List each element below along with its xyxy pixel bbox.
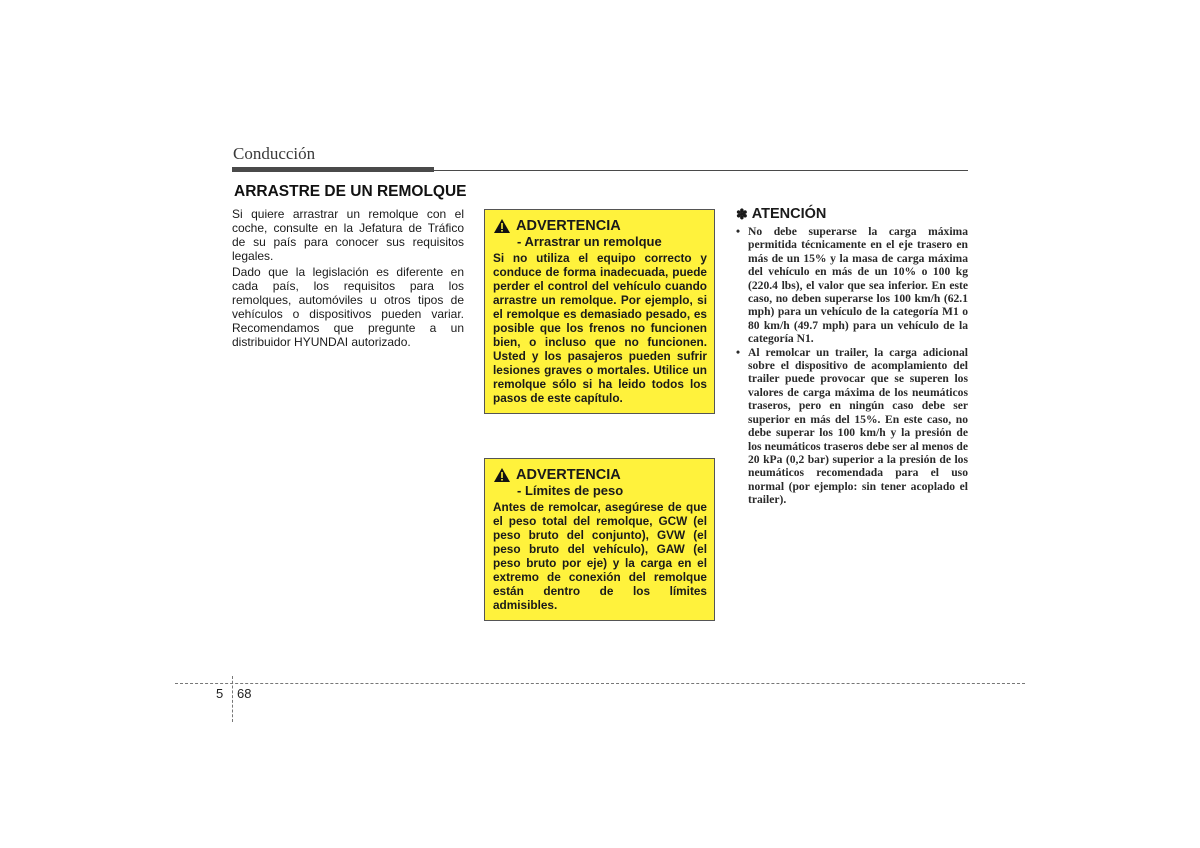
intro-text	[232, 207, 464, 351]
warning-triangle-icon	[493, 467, 511, 483]
intro-paragraph: Si quiere arrastrar un remolque con el coche, consulte en la Jefatura de Tráfico de su país para conocer sus requisitos legales.	[232, 207, 464, 263]
header-rule-thin	[434, 170, 968, 171]
footer-rule	[175, 683, 1025, 684]
warning-heading: ADVERTENCIA	[516, 467, 621, 483]
warning-subheading: - Límites de peso	[517, 483, 624, 498]
attention-note	[736, 206, 968, 507]
footer-divider	[232, 676, 233, 722]
bullet: •	[736, 225, 741, 238]
warning-header	[493, 467, 707, 483]
warning-heading: ADVERTENCIA	[516, 218, 621, 234]
section-title: Conducción	[233, 144, 316, 163]
list-item	[736, 225, 968, 346]
warning-body: Antes de remolcar, asegúrese de que el peso total del remolque, GCW (el peso bruto del conjunto), GVW (el peso bruto del vehículo), GAW (el peso bruto por eje) y la carga en el extremo de conexión del remolque están dentro de los límites admisibles.	[493, 500, 707, 612]
warning-header	[493, 218, 707, 234]
list-item	[736, 346, 968, 507]
header-rule-thick	[232, 167, 434, 172]
warning-subheading: - Arrastrar un remolque	[517, 234, 662, 249]
warning-triangle-icon	[493, 218, 511, 234]
asterisk-icon: ✽	[736, 206, 748, 222]
warning-box-weight	[484, 458, 715, 621]
warning-body: Si no utiliza el equipo correcto y conduce de forma inadecuada, puede perder el control del vehículo cuando arrastre un remolque. Por ejemplo, si el remolque es demasiado pesado, es posible que los frenos no funcionen bien, o incluso que no funcionen. Usted y los pasajeros pueden sufrir lesiones graves o mortales. Utilice un remolque sólo si ha leido todos los pasos de este capítulo.	[493, 251, 707, 405]
bullet: •	[736, 345, 741, 359]
warning-box-towing	[484, 209, 715, 414]
chapter-number: 5	[216, 686, 224, 701]
attention-list	[736, 225, 968, 507]
intro-paragraph: Dado que la legislación es diferente en cada país, los requisitos para los remolques, automóviles u otros tipos de vehículos o dispositivos pueden variar. Recomendamos que pregunte a un distribuidor HYUNDAI autorizado.	[232, 265, 464, 349]
list-item-text: No debe superarse la carga máxima permitida técnicamente en el eje trasero en más de un 15% y la masa de carga máxima del vehículo en más de un 10% o 100 kg (220.4 lbs), el valor que sea inferior. En este caso, no deben superarse los 100 km/h (62.1 mph) para un vehículo de la categoría M1 o 80 km/h (49.7 mph) para un vehículo de la categoría N1.	[748, 225, 968, 346]
page-heading: ARRASTRE DE UN REMOLQUE	[234, 183, 467, 200]
attention-heading: ATENCIÓN	[751, 206, 827, 222]
attention-header	[736, 206, 968, 223]
page-number: 68	[237, 686, 252, 701]
list-item-text: Al remolcar un trailer, la carga adicional sobre el dispositivo de acomplamiento del trailer puede provocar que se superen los valores de carga máxima de los neumáticos traseros, pero en ningún caso debe ser superior en más del 15%. En este caso, no debe superar los 100 km/h y la presión de los neumáticos traseros debe ser al menos de 20 kPa (0,2 bar) superior a la presión de los neumáticos recomendada para el uso normal (por ejemplo: sin tener acoplado el trailer).	[748, 345, 968, 507]
